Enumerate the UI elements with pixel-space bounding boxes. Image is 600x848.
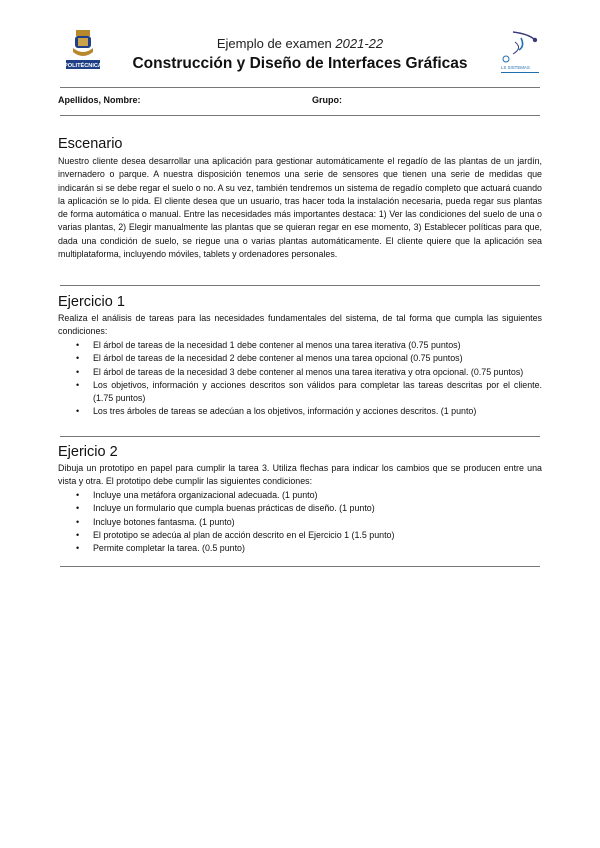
list-item: • El árbol de tareas de la necesidad 2 debe contener al menos una tarea opcional (0.75 puntos) <box>58 352 542 365</box>
list-item: • Incluye botones fantasma. (1 punto) <box>58 516 542 529</box>
group-field-label: Grupo: <box>312 95 342 105</box>
ejercicio2-list <box>58 489 542 555</box>
name-field-label: Apellidos, Nombre: <box>58 95 141 105</box>
escenario-text: Nuestro cliente desea desarrollar una aplicación para gestionar automáticamente el regadío de las plantas de un jardín, invernadero o parque. A nuestra disposición tenemos una serie de sensores que tienen una serie de medidas que indicarán si se debe regar el suelo o no. A su vez, también tendremos un sistema de regadío completo que actuará cuando la aplicación se lo pida. El cliente desea que un usuario, tras hacer toda la instalación necesaria, pueda regar sus plantas de forma automática o manual. Entre las necesidades más importantes destaca: 1) Ver las condiciones del suelo de una o varias plantas, 2) Elegir manualmente las plantas que se quieran regar en ese momento, 3) Establecer políticas para que, dada una condición de suelo, se riegue una o varias plantas automáticamente. El cliente quiere que la aplicación sea multiplataforma, incluyendo móviles, tablets y ordenadores personales. <box>58 156 542 260</box>
header-divider <box>60 87 540 88</box>
fields-divider <box>60 115 540 116</box>
list-item: • El prototipo se adecúa al plan de acción descrito en el Ejercicio 1 (1.5 punto) <box>58 529 542 542</box>
upm-logo-text: POLITÉCNICA <box>64 63 102 69</box>
ejercicio1-divider <box>60 436 540 437</box>
exam-year: 2021-22 <box>335 36 384 51</box>
list-item: • El árbol de tareas de la necesidad 3 debe contener al menos una tarea iterativa y otra opcional. (0.75 puntos) <box>58 366 542 379</box>
department-logo-icon <box>495 28 545 76</box>
ejercicio2-divider <box>60 566 540 567</box>
list-item: • Permite completar la tarea. (0.5 punto) <box>58 542 542 555</box>
list-item: • Los objetivos, información y acciones descritos son válidos para completar las tareas descritas por el cliente. (1.75 puntos) <box>58 379 542 406</box>
ejercicio2-intro: Dibuja un prototipo en papel para cumplir la tarea 3. Utiliza flechas para indicar los cambios que se producen entre una vista y otra. El prototipo debe cumplir las siguientes condiciones: <box>58 463 542 487</box>
ejercicio1-intro: Realiza el análisis de tareas para las necesidades fundamentales del sistema, de tal forma que cumpla las siguientes condiciones: <box>58 313 542 337</box>
exam-subtitle <box>130 36 470 51</box>
list-item: • Los tres árboles de tareas se adecúan a los objetivos, información y acciones descritos. (1 punto) <box>58 405 542 418</box>
course-title: Construcción y Diseño de Interfaces Gráficas <box>132 55 468 72</box>
escenario-divider <box>60 285 540 286</box>
upm-logo-icon <box>66 28 100 72</box>
ejercicio1-list <box>58 339 542 419</box>
ejercicio1-title: Ejercicio 1 <box>58 294 125 310</box>
list-item: • Incluye una metáfora organizacional adecuada. (1 punto) <box>58 489 542 502</box>
department-logo-text: LS SISTEMAS <box>501 65 530 70</box>
exam-prefix: Ejemplo de examen <box>216 36 332 51</box>
escenario-title: Escenario <box>58 136 123 152</box>
list-item: • El árbol de tareas de la necesidad 1 debe contener al menos una tarea iterativa (0.75 puntos) <box>58 339 542 352</box>
list-item: • Incluye un formulario que cumpla buenas prácticas de diseño. (1 punto) <box>58 502 542 515</box>
ejercicio2-title: Ejericio 2 <box>58 444 118 460</box>
